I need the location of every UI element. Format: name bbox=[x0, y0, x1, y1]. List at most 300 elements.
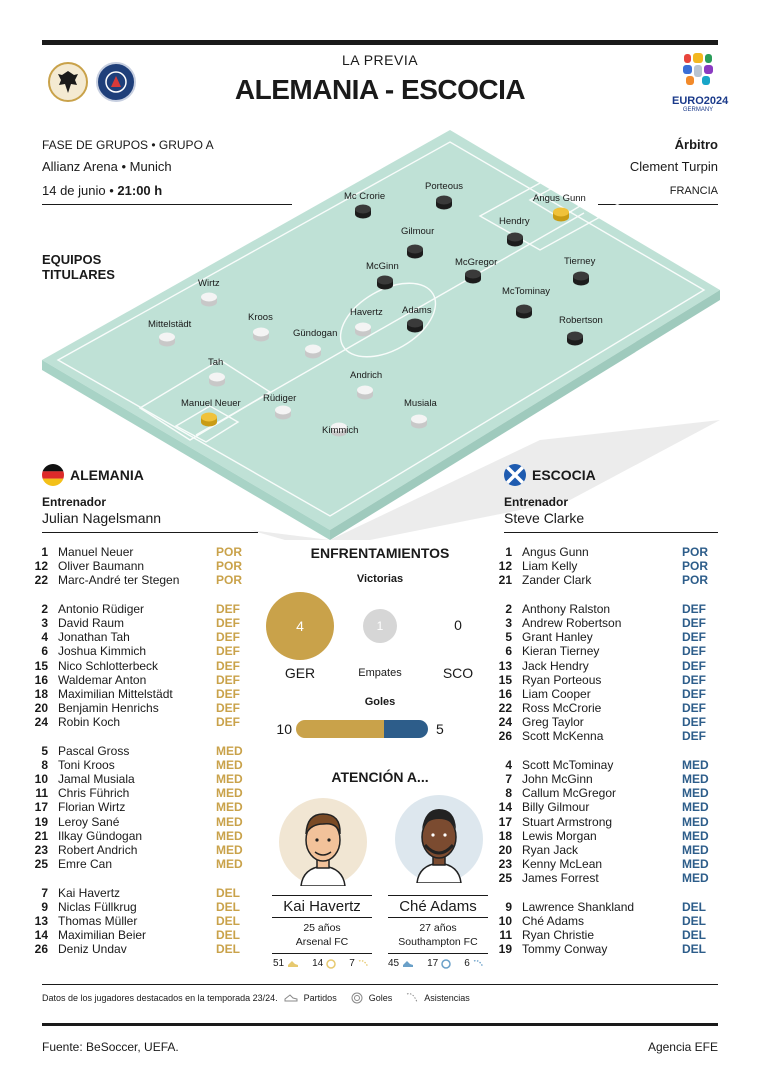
scotland-pitch-marker bbox=[506, 232, 524, 253]
germany-pitch-player-name: Tah bbox=[208, 357, 224, 368]
player-name: Robin Koch bbox=[58, 715, 121, 730]
h2h-title: ENFRENTAMIENTOS bbox=[310, 545, 450, 561]
germany-roster-row bbox=[26, 900, 246, 914]
germany-pitch-player-name: Wirtz bbox=[198, 278, 220, 289]
scotland-pitch-player-name: McGinn bbox=[366, 261, 399, 272]
player-name: David Raum bbox=[58, 615, 125, 630]
scotland-name: ESCOCIA bbox=[532, 467, 596, 483]
germany-roster-row bbox=[26, 758, 246, 772]
player-position: DEL bbox=[216, 928, 240, 943]
h2h-sco-wins: 0 bbox=[454, 617, 462, 633]
scotland-roster-row bbox=[490, 545, 712, 559]
player-name: James Forrest bbox=[522, 871, 599, 886]
footnote bbox=[42, 992, 470, 1004]
scotland-roster-row bbox=[490, 942, 712, 956]
scotland-rule bbox=[504, 532, 718, 533]
player-name: Nico Schlotterbeck bbox=[58, 658, 159, 673]
scotland-coach-label: Entrenador bbox=[504, 495, 569, 509]
germany-header bbox=[42, 464, 144, 486]
germany-roster-row bbox=[26, 942, 246, 956]
assist-icon bbox=[358, 959, 370, 969]
player-number: 15 bbox=[498, 672, 512, 687]
scotland-roster-row bbox=[490, 715, 712, 729]
player-position: MED bbox=[682, 871, 709, 886]
player-name: Angus Gunn bbox=[522, 545, 589, 559]
scotland-roster bbox=[490, 545, 712, 956]
germany-roster-row bbox=[26, 673, 246, 687]
germany-pitch-player-name: Mittelstädt bbox=[148, 319, 192, 330]
player-name: Greg Taylor bbox=[522, 715, 584, 730]
scotland-pitch-marker bbox=[354, 204, 372, 225]
havertz-portrait bbox=[279, 798, 367, 886]
scotland-roster-row bbox=[490, 800, 712, 814]
player-number: 6 bbox=[505, 644, 512, 659]
player-name: Jonathan Tah bbox=[58, 630, 130, 645]
player-position: POR bbox=[682, 559, 709, 574]
player-position: MED bbox=[682, 800, 709, 815]
player-name: Maximilian Beier bbox=[58, 928, 147, 943]
player-name: Thomas Müller bbox=[58, 913, 138, 928]
germany-coach-label: Entrenador bbox=[42, 495, 107, 509]
scotland-pitch-marker bbox=[406, 244, 424, 265]
scotland-pitch-player-name: Mc Crorie bbox=[344, 191, 386, 202]
euro-logo-text: EURO2024 bbox=[672, 95, 729, 107]
player-number: 20 bbox=[498, 842, 512, 857]
scotland-roster-row bbox=[490, 673, 712, 687]
scotland-roster-row bbox=[490, 602, 712, 616]
player-position: DEF bbox=[216, 630, 240, 645]
player-number: 1 bbox=[505, 545, 512, 559]
germany-pitch-player-name: Kroos bbox=[248, 312, 273, 323]
player-number: 26 bbox=[498, 729, 512, 744]
h2h-draws-label: Empates bbox=[358, 667, 402, 679]
player-number: 16 bbox=[498, 686, 512, 701]
player-name: Ché Adams bbox=[522, 913, 585, 928]
germany-pitch-marker bbox=[410, 414, 428, 435]
player-position: POR bbox=[682, 573, 709, 588]
scotland-roster-row bbox=[490, 659, 712, 673]
scotland-pitch-marker bbox=[464, 269, 482, 290]
player-name: Scott McTominay bbox=[522, 757, 614, 772]
player-position: DEL bbox=[682, 928, 706, 943]
germany-pitch-player-name: Andrich bbox=[350, 370, 383, 381]
player-number: 3 bbox=[41, 615, 48, 630]
scotland-roster-row bbox=[490, 644, 712, 658]
player-number: 25 bbox=[498, 871, 512, 886]
match-venue: Allianz Arena • Munich bbox=[42, 159, 172, 174]
scotland-roster-row bbox=[490, 900, 712, 914]
germany-pitch-player-name: Manuel Neuer bbox=[181, 398, 241, 409]
h2h-ger-wins: 4 bbox=[296, 618, 304, 634]
player-name: Stuart Armstrong bbox=[522, 814, 613, 829]
source-text: Fuente: BeSoccer, UEFA. bbox=[42, 1040, 179, 1054]
player-name: Pascal Gross bbox=[58, 743, 130, 758]
match-phase: FASE DE GRUPOS • GRUPO A bbox=[42, 138, 214, 152]
player-position: DEF bbox=[682, 630, 706, 645]
scotland-roster-row bbox=[490, 630, 712, 644]
scotland-roster-row bbox=[490, 729, 712, 743]
germany-roster-row bbox=[26, 914, 246, 928]
player-name: Robert Andrich bbox=[58, 842, 138, 857]
player-name: Marc-André ter Stegen bbox=[58, 573, 180, 588]
scotland-flag-icon bbox=[504, 464, 526, 486]
player-number: 6 bbox=[41, 644, 48, 659]
player-name: Zander Clark bbox=[522, 573, 592, 588]
footnote-rule bbox=[42, 984, 718, 985]
scotland-roster-row bbox=[490, 772, 712, 786]
adams-info: 27 años Southampton FC bbox=[398, 922, 478, 948]
scotland-pitch-marker bbox=[406, 318, 424, 339]
havertz-info: 25 años Arsenal FC bbox=[295, 922, 349, 948]
euro-logo-sub: GERMANY bbox=[682, 107, 714, 113]
player-position: DEF bbox=[682, 644, 706, 659]
h2h-draws-circle bbox=[363, 609, 397, 643]
h2h-ger-wins-circle bbox=[266, 592, 334, 660]
germany-roster-row bbox=[26, 644, 246, 658]
player-name: John McGinn bbox=[522, 772, 593, 786]
player-position: DEL bbox=[216, 885, 240, 900]
adams-portrait bbox=[395, 795, 483, 883]
germany-roster-row bbox=[26, 772, 246, 786]
player-number: 18 bbox=[498, 828, 512, 843]
player-number: 23 bbox=[498, 857, 512, 872]
player-position: DEL bbox=[216, 899, 240, 914]
player-number: 11 bbox=[35, 786, 48, 801]
player-position: POR bbox=[682, 545, 709, 559]
scotland-pitch-player-name: Robertson bbox=[559, 315, 603, 326]
germany-pitch-marker bbox=[200, 292, 218, 313]
player-number: 20 bbox=[34, 701, 48, 716]
player-position: DEF bbox=[216, 601, 240, 616]
player-position: MED bbox=[682, 814, 709, 829]
player-number: 13 bbox=[34, 913, 48, 928]
player-number: 10 bbox=[498, 913, 512, 928]
player-position: MED bbox=[682, 842, 709, 857]
goal-ball-icon bbox=[326, 959, 336, 969]
scotland-roster-row bbox=[490, 914, 712, 928]
footnote-matches: Partidos bbox=[303, 993, 337, 1003]
havertz-rule-mid bbox=[272, 917, 372, 918]
player-name: Deniz Undav bbox=[58, 942, 127, 957]
goal-ball-icon bbox=[441, 959, 451, 969]
scotland-pitch-player-name: Adams bbox=[402, 305, 432, 316]
player-number: 25 bbox=[34, 857, 48, 872]
player-name: Andrew Robertson bbox=[522, 615, 622, 630]
player-number: 4 bbox=[41, 630, 48, 645]
scotland-pitch-player-name: Gilmour bbox=[401, 226, 435, 237]
player-position: MED bbox=[216, 786, 243, 801]
germany-roster-row bbox=[26, 815, 246, 829]
germany-pitch-player-name: Gündogan bbox=[293, 328, 338, 339]
scotland-pitch-marker bbox=[376, 275, 394, 296]
euro2024-logo bbox=[672, 52, 729, 120]
player-name: Manuel Neuer bbox=[58, 545, 134, 559]
player-number: 17 bbox=[34, 800, 48, 815]
referee-label: Árbitro bbox=[674, 137, 718, 152]
germany-pitch-marker bbox=[208, 372, 226, 393]
player-number: 2 bbox=[505, 601, 512, 616]
player-name: Chris Führich bbox=[58, 786, 130, 801]
player-name: Scott McKenna bbox=[522, 729, 604, 744]
scotland-roster-row bbox=[490, 928, 712, 942]
havertz-rule-top bbox=[272, 895, 372, 896]
scotland-pitch-marker bbox=[515, 304, 533, 325]
player-position: DEF bbox=[682, 701, 706, 716]
player-name: Tommy Conway bbox=[522, 942, 608, 957]
player-number: 5 bbox=[41, 743, 48, 758]
germany-roster-row bbox=[26, 928, 246, 942]
adams-name: Ché Adams bbox=[399, 898, 477, 915]
adams-rule-top bbox=[388, 895, 488, 896]
scotland-roster-row bbox=[490, 815, 712, 829]
player-number: 22 bbox=[498, 701, 512, 716]
h2h-wins-label: Victorias bbox=[356, 573, 404, 585]
germany-rule bbox=[42, 532, 258, 533]
player-number: 8 bbox=[505, 786, 512, 801]
scotland-pitch-player-name: Angus Gunn bbox=[533, 193, 586, 204]
germany-roster-row bbox=[26, 630, 246, 644]
h2h-ger-label: GER bbox=[284, 665, 316, 681]
player-number: 24 bbox=[498, 715, 512, 730]
germany-roster-row bbox=[26, 659, 246, 673]
germany-roster-row bbox=[26, 616, 246, 630]
scotland-roster-row bbox=[490, 871, 712, 885]
scotland-crest-icon bbox=[96, 62, 136, 102]
scotland-pitch-marker bbox=[552, 207, 570, 228]
scotland-roster-row bbox=[490, 616, 712, 630]
player-number: 8 bbox=[41, 757, 48, 772]
scotland-pitch-player-name: McTominay bbox=[502, 286, 551, 297]
scotland-pitch-player-name: McGregor bbox=[455, 257, 498, 268]
germany-coach: Julian Nagelsmann bbox=[42, 510, 162, 526]
player-position: MED bbox=[682, 857, 709, 872]
player-name: Joshua Kimmich bbox=[58, 644, 147, 659]
adams-avatar-icon bbox=[395, 795, 483, 883]
footnote-assists: Asistencias bbox=[424, 993, 470, 1003]
player-number: 13 bbox=[498, 658, 512, 673]
player-name: Kieran Tierney bbox=[522, 644, 600, 659]
boots-icon bbox=[402, 959, 414, 969]
h2h-draws: 1 bbox=[376, 619, 384, 633]
player-number: 16 bbox=[34, 672, 48, 687]
player-position: DEF bbox=[682, 658, 706, 673]
player-name: Jack Hendry bbox=[522, 658, 589, 673]
germany-pitch-marker bbox=[356, 385, 374, 406]
player-number: 9 bbox=[505, 899, 512, 914]
player-position: DEF bbox=[216, 701, 240, 716]
player-position: DEF bbox=[682, 686, 706, 701]
player-name: Liam Cooper bbox=[522, 686, 591, 701]
germany-roster-row bbox=[26, 545, 246, 559]
player-number: 18 bbox=[34, 686, 48, 701]
germany-pitch-player-name: Rüdiger bbox=[263, 393, 297, 404]
player-position: MED bbox=[216, 814, 243, 829]
player-number: 12 bbox=[498, 559, 512, 574]
top-rule bbox=[42, 40, 718, 45]
scotland-pitch-player-name: Tierney bbox=[564, 256, 596, 267]
scotland-roster-row bbox=[490, 687, 712, 701]
germany-pitch-marker bbox=[354, 322, 372, 343]
player-number: 12 bbox=[34, 559, 48, 574]
player-position: MED bbox=[216, 828, 243, 843]
germany-pitch-marker bbox=[304, 344, 322, 365]
player-position: DEF bbox=[682, 601, 706, 616]
player-name: Jamal Musiala bbox=[58, 772, 135, 786]
player-position: DEL bbox=[216, 913, 240, 928]
player-name: Liam Kelly bbox=[522, 559, 578, 574]
havertz-card bbox=[266, 898, 378, 915]
player-name: Anthony Ralston bbox=[522, 601, 611, 616]
h2h-sco-goals: 5 bbox=[436, 721, 444, 737]
player-position: MED bbox=[682, 786, 709, 801]
havertz-rule-bottom bbox=[272, 953, 372, 954]
player-name: Grant Hanley bbox=[522, 630, 593, 645]
player-number: 3 bbox=[505, 615, 512, 630]
player-number: 5 bbox=[505, 630, 512, 645]
player-position: MED bbox=[216, 772, 243, 786]
player-number: 24 bbox=[34, 715, 48, 730]
player-position: MED bbox=[216, 743, 243, 758]
scotland-coach: Steve Clarke bbox=[504, 510, 585, 526]
player-name: Ryan Porteous bbox=[522, 672, 602, 687]
player-position: DEF bbox=[216, 686, 240, 701]
scotland-pitch-marker bbox=[435, 195, 453, 216]
player-number: 9 bbox=[41, 899, 48, 914]
germany-pitch-marker bbox=[252, 327, 270, 348]
player-name: Maximilian Mittelstädt bbox=[58, 686, 173, 701]
scotland-pitch-player-name: Porteous bbox=[425, 181, 464, 192]
boots-icon bbox=[284, 993, 298, 1003]
player-name: Kai Havertz bbox=[58, 885, 121, 900]
germany-roster-row bbox=[26, 886, 246, 900]
germany-name: ALEMANIA bbox=[70, 467, 144, 483]
germany-roster-row bbox=[26, 687, 246, 701]
germany-pitch-marker bbox=[200, 412, 218, 433]
player-number: 19 bbox=[34, 814, 48, 829]
agency-text: Agencia EFE bbox=[647, 1040, 718, 1054]
scotland-roster-row bbox=[490, 829, 712, 843]
lineups-title: EQUIPOS TITULARES bbox=[42, 252, 115, 282]
player-name: Oliver Baumann bbox=[58, 559, 145, 574]
player-position: DEL bbox=[682, 942, 706, 957]
player-position: DEL bbox=[682, 899, 706, 914]
match-datetime: 14 de junio • 21:00 h bbox=[42, 183, 163, 198]
germany-roster-row bbox=[26, 744, 246, 758]
player-position: DEF bbox=[216, 658, 240, 673]
scotland-pitch-player-name: Hendry bbox=[499, 216, 530, 227]
player-number: 10 bbox=[34, 772, 48, 786]
assist-icon bbox=[473, 959, 485, 969]
player-name: Toni Kroos bbox=[58, 757, 115, 772]
player-name: Leroy Sané bbox=[58, 814, 120, 829]
player-number: 1 bbox=[41, 545, 48, 559]
player-number: 22 bbox=[34, 573, 48, 588]
havertz-avatar-icon bbox=[279, 798, 367, 886]
player-name: Antonio Rüdiger bbox=[58, 601, 145, 616]
scotland-roster-row bbox=[490, 857, 712, 871]
adams-stats: 45 17 6 bbox=[388, 958, 485, 969]
player-number: 21 bbox=[498, 573, 512, 588]
h2h-goals-label: Goles bbox=[364, 696, 396, 708]
player-number: 21 bbox=[34, 828, 48, 843]
player-name: Billy Gilmour bbox=[522, 800, 590, 815]
scotland-pitch-marker bbox=[572, 271, 590, 292]
referee-name: Clement Turpin bbox=[629, 159, 718, 174]
player-name: Kenny McLean bbox=[522, 857, 603, 872]
scotland-roster-row bbox=[490, 701, 712, 715]
player-number: 26 bbox=[34, 942, 48, 957]
player-name: Ross McCrorie bbox=[522, 701, 602, 716]
scotland-roster-row bbox=[490, 573, 712, 587]
h2h-goals-bar bbox=[296, 720, 428, 738]
germany-pitch-marker bbox=[158, 332, 176, 353]
player-name: Benjamin Henrichs bbox=[58, 701, 159, 716]
germany-roster-row bbox=[26, 800, 246, 814]
player-position: MED bbox=[682, 772, 709, 786]
player-number: 2 bbox=[41, 601, 48, 616]
germany-roster-row bbox=[26, 786, 246, 800]
player-position: MED bbox=[216, 800, 243, 815]
adams-rule-mid bbox=[388, 917, 488, 918]
player-name: Ilkay Gündogan bbox=[58, 828, 143, 843]
germany-roster-row bbox=[26, 559, 246, 573]
player-position: DEF bbox=[216, 615, 240, 630]
match-time: 21:00 h bbox=[117, 183, 163, 198]
footnote-text: Datos de los jugadores destacados en la temporada 23/24. bbox=[42, 993, 278, 1003]
germany-roster-row bbox=[26, 573, 246, 587]
germany-crest-icon bbox=[48, 62, 88, 102]
scotland-roster-row bbox=[490, 786, 712, 800]
player-name: Lawrence Shankland bbox=[522, 899, 635, 914]
player-number: 7 bbox=[41, 885, 48, 900]
germany-roster bbox=[26, 545, 246, 956]
h2h-goals-bar-sco bbox=[384, 720, 428, 738]
scotland-header bbox=[504, 464, 596, 486]
player-name: Florian Wirtz bbox=[58, 800, 126, 815]
germany-pitch-player-name: Kimmich bbox=[322, 425, 359, 436]
player-number: 11 bbox=[499, 928, 512, 943]
player-name: Callum McGregor bbox=[522, 786, 617, 801]
havertz-stats: 51 14 7 bbox=[273, 958, 370, 969]
player-position: DEL bbox=[682, 913, 706, 928]
germany-roster-row bbox=[26, 829, 246, 843]
player-position: MED bbox=[216, 757, 243, 772]
player-position: POR bbox=[216, 545, 243, 559]
player-number: 4 bbox=[505, 757, 512, 772]
germany-pitch-marker bbox=[274, 405, 292, 426]
player-name: Waldemar Anton bbox=[58, 672, 147, 687]
player-name: Ryan Jack bbox=[522, 842, 579, 857]
scotland-roster-row bbox=[490, 559, 712, 573]
scotland-pitch-marker bbox=[566, 331, 584, 352]
kicker: LA PREVIA bbox=[341, 52, 419, 68]
h2h-sco-label: SCO bbox=[442, 665, 474, 681]
player-position: DEF bbox=[216, 672, 240, 687]
player-position: DEF bbox=[216, 715, 240, 730]
player-name: Emre Can bbox=[58, 857, 113, 872]
germany-roster-row bbox=[26, 715, 246, 729]
footnote-goals: Goles bbox=[368, 993, 393, 1003]
goal-ball-icon bbox=[351, 992, 363, 1004]
player-position: DEF bbox=[682, 729, 706, 744]
scotland-roster-row bbox=[490, 843, 712, 857]
referee-country: FRANCIA bbox=[669, 185, 718, 197]
assist-icon bbox=[406, 992, 418, 1004]
player-position: POR bbox=[216, 573, 243, 588]
germany-pitch-player-name: Havertz bbox=[350, 307, 383, 318]
player-number: 15 bbox=[34, 658, 48, 673]
h2h-ger-goals: 10 bbox=[276, 721, 292, 737]
